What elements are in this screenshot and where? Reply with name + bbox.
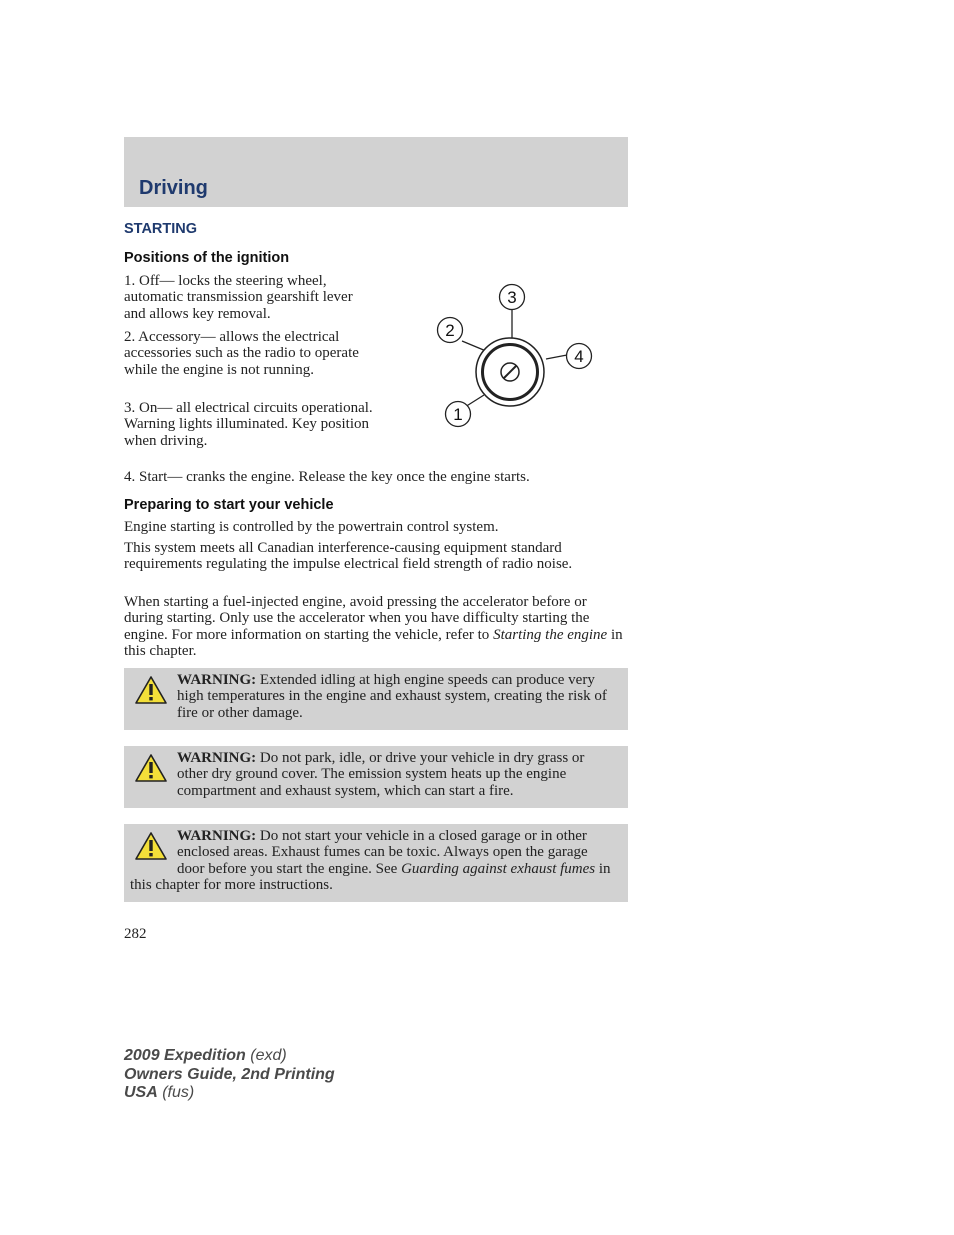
guarding-against-exhaust-fumes-reference: Guarding against exhaust fumes xyxy=(401,860,596,877)
warning-box-idling xyxy=(124,668,628,730)
warning-triangle-icon xyxy=(134,675,168,705)
warning-label: WARNING: xyxy=(177,750,257,766)
warning-label: WARNING: xyxy=(177,672,257,688)
warning-box-closed-garage xyxy=(124,824,628,902)
section-header-bar xyxy=(124,137,628,207)
preparing-paragraph-3: When starting a fuel-injected engine, avoid pressing the accelerator before or during starting. Only use the accelerator when you have difficulty starting the engine. For more information on starting the vehicle, refer to Starting the engine in this chapter. xyxy=(124,594,623,659)
warning-text: Do not park, idle, or drive your vehicle in dry grass or other dry ground cover. The emission system heats up the engine compartment and exhaust system, which can start a fire. xyxy=(177,750,585,799)
document-footer xyxy=(124,1047,335,1103)
warning-label: WARNING: xyxy=(177,828,257,844)
warning-text: Do not start your vehicle in a closed garage or in other enclosed areas. Exhaust fumes can be toxic. Always open the garage door before you start the engine. See xyxy=(177,828,588,877)
position-3-text: 3. On— all electrical circuits operational. Warning lights illuminated. Key position when driving. xyxy=(124,400,373,449)
starting-heading: STARTING xyxy=(124,221,198,237)
warning-text: Extended idling at high engine speeds can produce very high temperatures in the engine and exhaust system, creating the risk of fire or other damage. xyxy=(177,672,607,721)
footer-line-3: USA (fus) xyxy=(124,1084,195,1101)
footer-line-2: Owners Guide, 2nd Printing xyxy=(124,1065,335,1083)
starting-the-engine-reference: Starting the engine xyxy=(493,626,608,643)
page-number: 282 xyxy=(124,926,147,942)
ignition-diagram xyxy=(432,282,600,430)
preparing-heading: Preparing to start your vehicle xyxy=(124,497,334,513)
ignition-positions-heading: Positions of the ignition xyxy=(124,250,290,266)
warning-box-dry-grass xyxy=(124,746,628,808)
footer-line-1: 2009 Expedition (exd) xyxy=(124,1047,287,1064)
warning-text-end: in this chapter for more instructions. xyxy=(130,860,611,893)
ignition-key-icon xyxy=(476,338,544,406)
position-4-text: 4. Start— cranks the engine. Release the key once the engine starts. xyxy=(124,469,530,485)
diagram-label-2: 2 xyxy=(445,321,455,340)
warning-triangle-icon xyxy=(134,753,168,783)
diagram-label-4: 4 xyxy=(574,347,584,366)
diagram-label-3: 3 xyxy=(507,288,517,307)
warning-triangle-icon xyxy=(134,831,168,861)
section-title: Driving xyxy=(139,177,208,199)
position-2-text: 2. Accessory— allows the electrical accessories such as the radio to operate while the engine is not running. xyxy=(124,329,359,378)
diagram-label-1: 1 xyxy=(453,405,463,424)
preparing-paragraph-1: Engine starting is controlled by the powertrain control system. xyxy=(124,519,499,535)
position-1-text: 1. Off— locks the steering wheel, automatic transmission gearshift lever and allows key removal. xyxy=(124,273,353,322)
preparing-paragraph-2: This system meets all Canadian interference-causing equipment standard requirements regulating the impulse electrical field strength of radio noise. xyxy=(124,540,573,573)
